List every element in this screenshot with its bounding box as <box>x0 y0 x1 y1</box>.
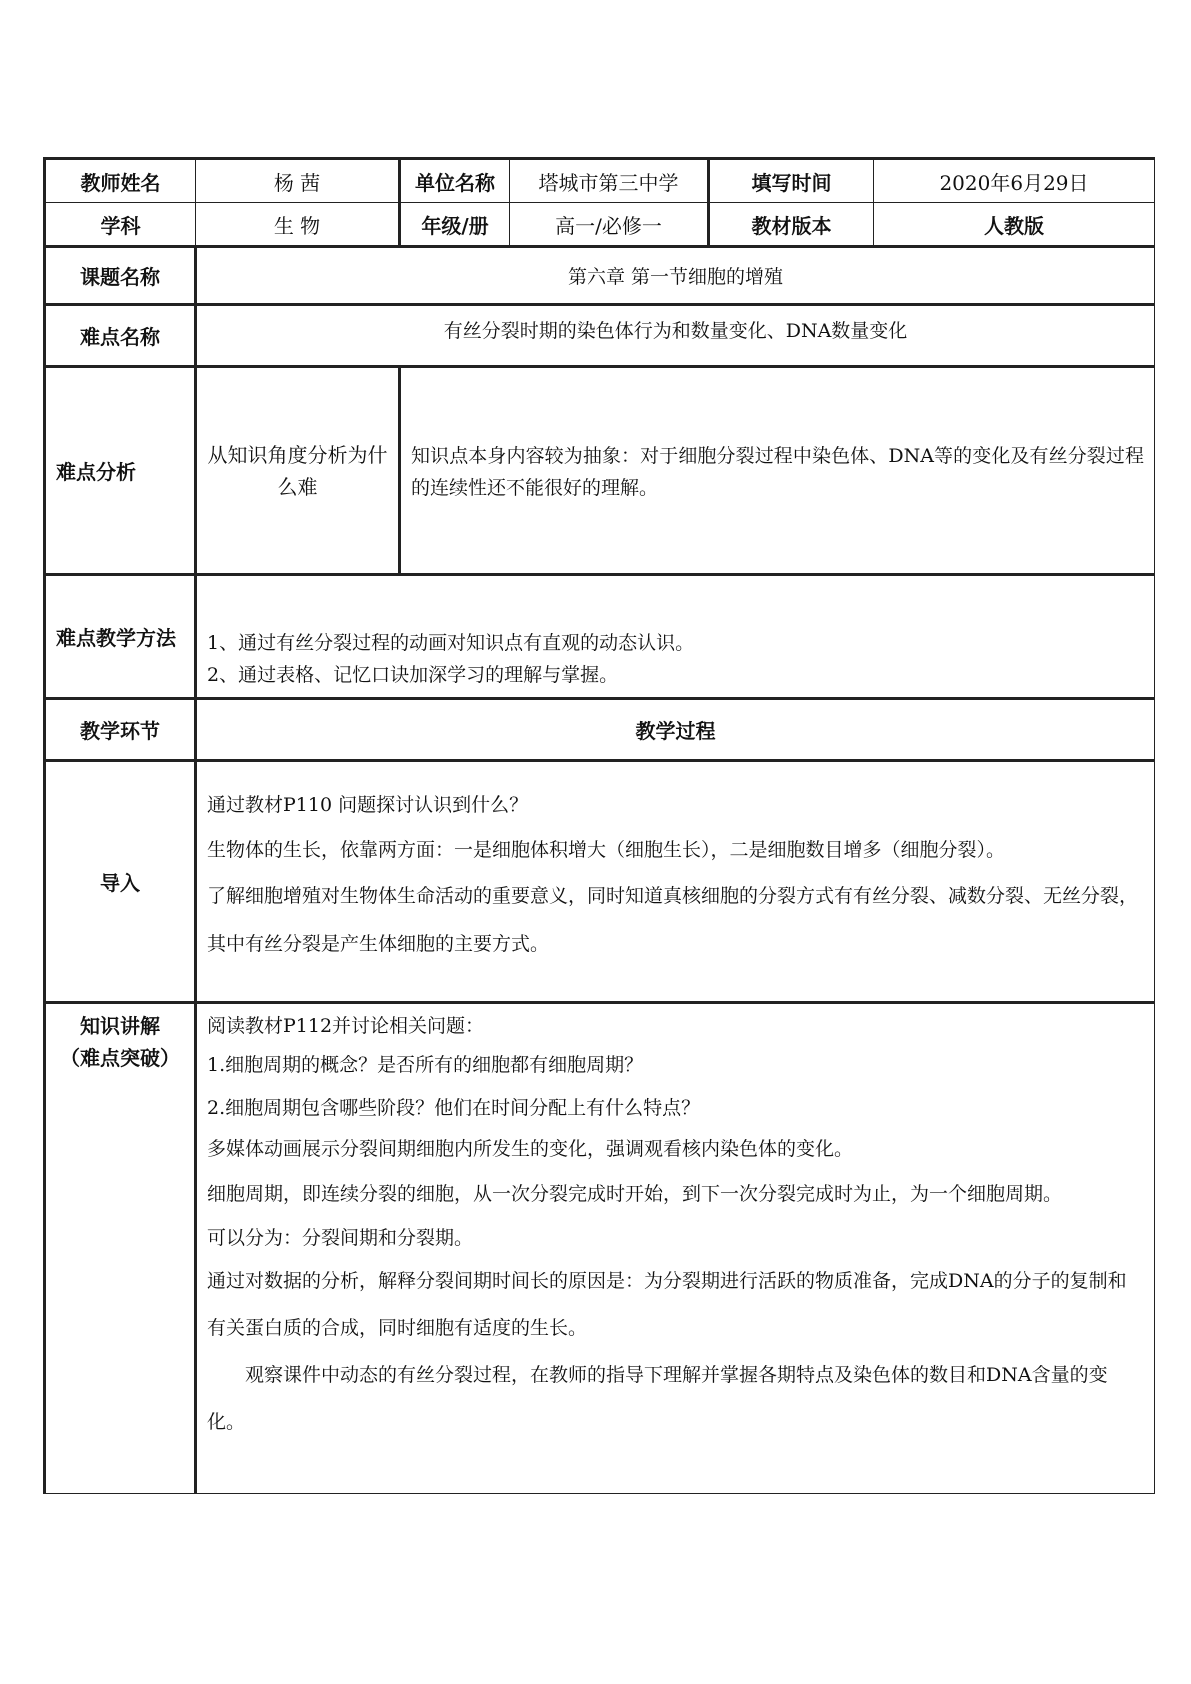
topic-value: 第六章 第一节细胞的增殖 <box>196 247 1155 305</box>
unit-name-label: 单位名称 <box>400 159 510 203</box>
grade-value: 高一/必修一 <box>510 203 709 247</box>
knowledge-line: 多媒体动画展示分裂间期细胞内所发生的变化，强调观看核内染色体的变化。 <box>207 1138 854 1160</box>
intro-line: 通过教材P110 问题探讨认识到什么？ <box>207 794 529 816</box>
knowledge-line: 1.细胞周期的概念？是否所有的细胞都有细胞周期？ <box>207 1054 644 1076</box>
teacher-name-value: 杨 茜 <box>196 159 400 203</box>
method-line: 2、通过表格、记忆口诀加深学习的理解与掌握。 <box>207 664 619 686</box>
knowledge-label-main: 知识讲解 <box>80 1014 160 1038</box>
method-label: 难点教学方法 <box>45 575 196 699</box>
subject-value: 生 物 <box>196 203 400 247</box>
subject-label: 学科 <box>45 203 196 247</box>
edition-value: 人教版 <box>874 203 1155 247</box>
method-content <box>196 575 1155 699</box>
knowledge-line: 阅读教材P112并讨论相关问题： <box>207 1015 485 1037</box>
grade-label: 年级/册 <box>400 203 510 247</box>
analysis-text-content: 知识点本身内容较为抽象：对于细胞分裂过程中染色体、DNA等的变化及有丝分裂过程的连续性还不能很好的理解。 <box>411 445 1144 499</box>
teacher-name-label: 教师姓名 <box>45 159 196 203</box>
edition-label: 教材版本 <box>709 203 874 247</box>
analysis-angle: 从知识角度分析为什么难 <box>196 367 400 575</box>
knowledge-label <box>45 1003 196 1494</box>
topic-label: 课题名称 <box>45 247 196 305</box>
knowledge-content <box>196 1003 1155 1494</box>
knowledge-line: 2.细胞周期包含哪些阶段？他们在时间分配上有什么特点？ <box>207 1097 701 1119</box>
difficulty-value: 有丝分裂时期的染色体行为和数量变化、DNA数量变化 <box>196 305 1155 367</box>
unit-name-value: 塔城市第三中学 <box>510 159 709 203</box>
method-line: 1、通过有丝分裂过程的动画对知识点有直观的动态认识。 <box>207 632 695 654</box>
knowledge-line: 可以分为：分裂间期和分裂期。 <box>207 1227 474 1249</box>
difficulty-label: 难点名称 <box>45 305 196 367</box>
analysis-label: 难点分析 <box>45 367 196 575</box>
knowledge-line: 观察课件中动态的有丝分裂过程，在教师的指导下理解并掌握各期特点及染色体的数目和DNA含量的变化。 <box>207 1364 1108 1433</box>
knowledge-line: 通过对数据的分析，解释分裂间期时间长的原因是：为分裂期进行活跃的物质准备，完成DNA的分子的复制和有关蛋白质的合成，同时细胞有适度的生长。 <box>207 1270 1127 1339</box>
intro-line: 生物体的生长，依靠两方面：一是细胞体积增大（细胞生长），二是细胞数目增多（细胞分裂）。 <box>207 839 1006 861</box>
process-step-label: 教学环节 <box>45 699 196 761</box>
knowledge-line: 细胞周期，即连续分裂的细胞，从一次分裂完成时开始，到下一次分裂完成时为止，为一个细胞周期。 <box>207 1183 1063 1205</box>
intro-content <box>196 761 1155 1003</box>
fill-date-label: 填写时间 <box>709 159 874 203</box>
lesson-plan-table <box>43 157 1155 1494</box>
knowledge-label-sub: （难点突破） <box>60 1046 180 1070</box>
intro-label: 导入 <box>45 761 196 1003</box>
analysis-text <box>400 367 1155 575</box>
fill-date-value: 2020年6月29日 <box>874 159 1155 203</box>
intro-line: 了解细胞增殖对生物体生命活动的重要意义，同时知道真核细胞的分裂方式有有丝分裂、减数分裂、无丝分裂，其中有丝分裂是产生体细胞的主要方式。 <box>207 885 1139 955</box>
process-header: 教学过程 <box>196 699 1155 761</box>
